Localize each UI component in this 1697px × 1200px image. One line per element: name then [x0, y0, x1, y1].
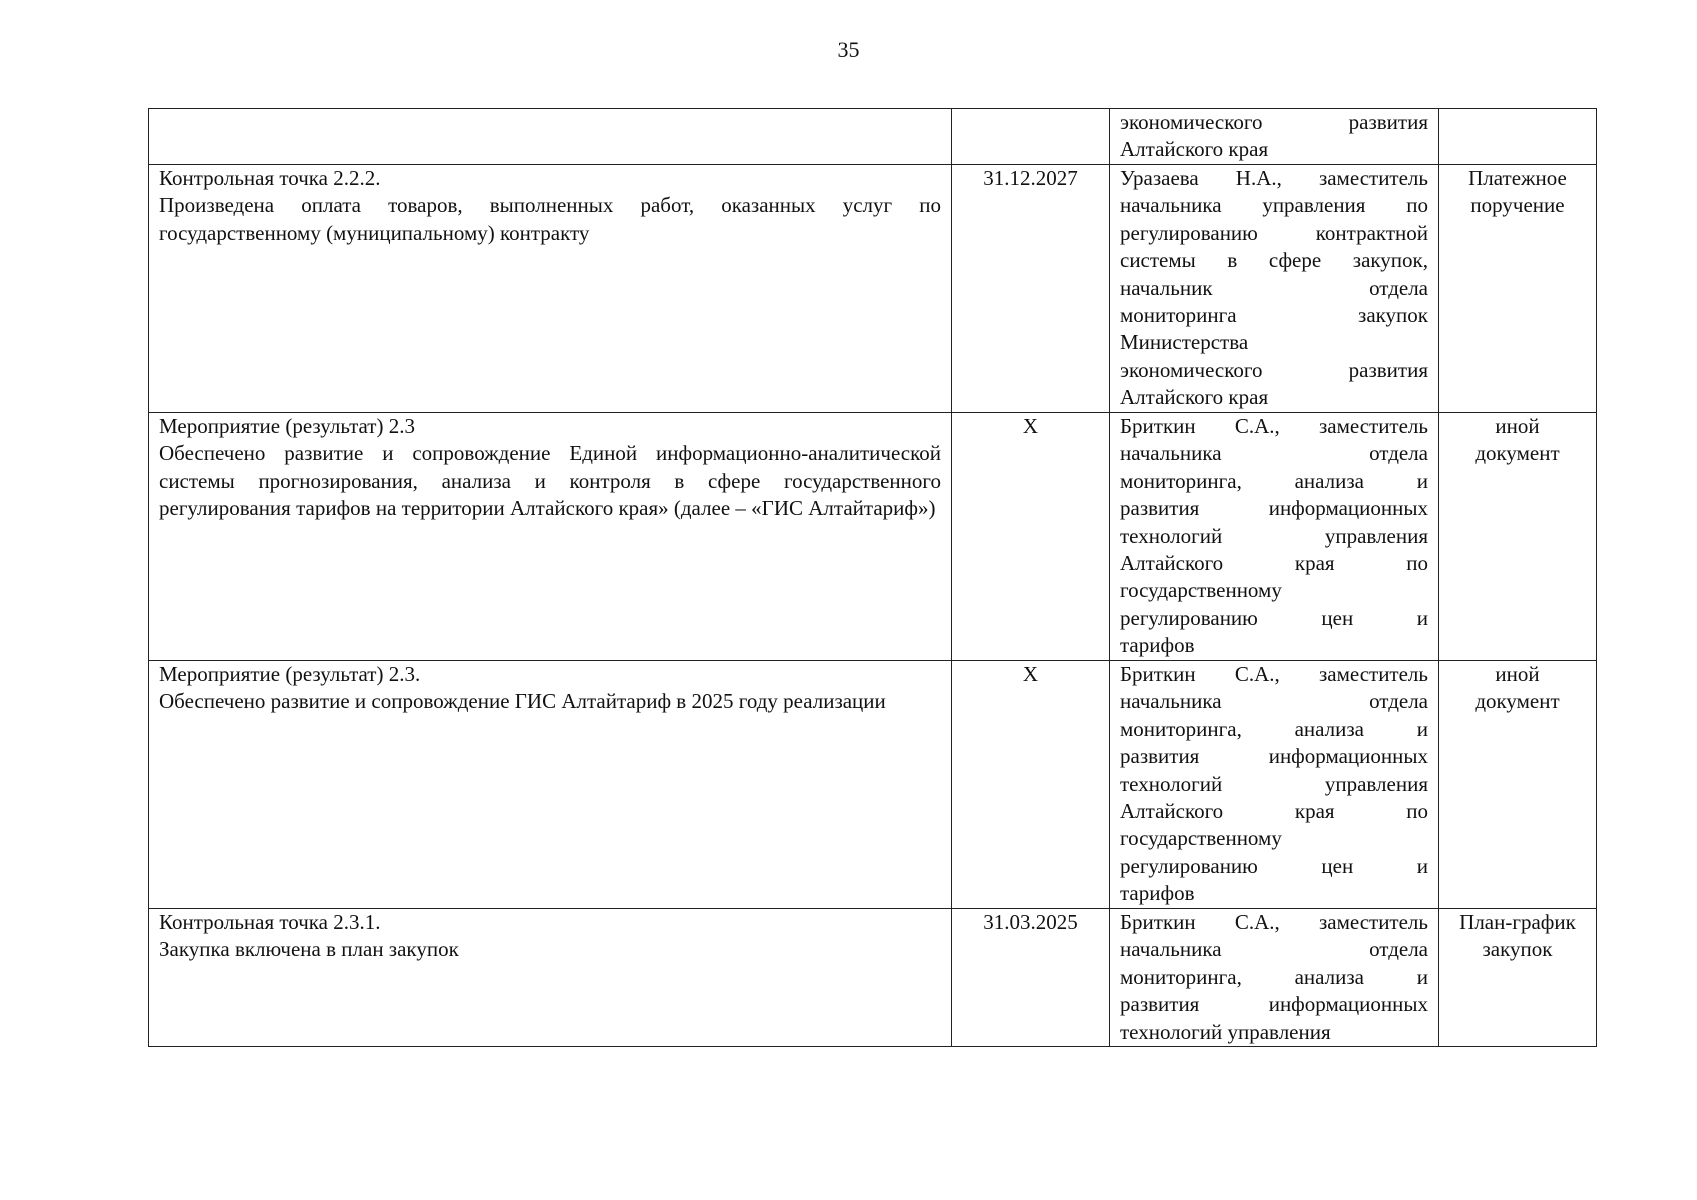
responsible-cell — [1110, 909, 1439, 1047]
event-description-cell — [149, 165, 952, 413]
event-description: Обеспечено развитие и сопровождение Единой информационно-аналитической системы прогнозирования, анализа и контроля в сфере государственного регулирования тарифов на территории Алтайского края» (далее – «ГИС Алтайтариф») — [159, 441, 941, 521]
responsible-line: регулированию цен и — [1120, 605, 1428, 630]
responsible-line: Алтайского края — [1120, 385, 1269, 410]
responsible-line: экономического развития — [1120, 110, 1428, 134]
responsible-line: мониторинга, анализа и — [1120, 468, 1428, 493]
responsible-line: технологий управления — [1120, 1019, 1331, 1044]
responsible-line: государственному — [1120, 578, 1282, 603]
responsible-line: тарифов — [1120, 881, 1195, 906]
responsible-line: технологий управления — [1120, 771, 1428, 796]
document-type-line: иной — [1495, 414, 1540, 438]
event-title: Мероприятие (результат) 2.3 — [159, 414, 415, 438]
responsible-line: Бриткин С.А., заместитель — [1120, 662, 1428, 686]
document-type-line: поручение — [1470, 193, 1565, 218]
document-type-line: документ — [1475, 441, 1560, 466]
deadline-cell: 31.12.2027 — [952, 165, 1110, 413]
responsible-line: развития информационных — [1120, 992, 1428, 1017]
responsible-line: начальника отдела — [1120, 937, 1428, 962]
event-description: Закупка включена в план закупок — [159, 937, 459, 962]
responsible-line: Алтайского края по — [1120, 551, 1428, 576]
document-type-cell — [1439, 165, 1597, 413]
event-description-cell — [149, 909, 952, 1047]
event-description-cell — [149, 661, 952, 909]
deadline-cell — [952, 109, 1110, 165]
event-description: Произведена оплата товаров, выполненных работ, оказанных услуг по государственному (муниципальному) контракту — [159, 193, 941, 245]
responsible-line: Бриткин С.А., заместитель — [1120, 910, 1428, 934]
responsible-line: начальника управления по — [1120, 193, 1428, 218]
responsible-line: мониторинга, анализа и — [1120, 716, 1428, 741]
document-type-line: документ — [1475, 689, 1560, 714]
document-type-cell — [1439, 909, 1597, 1047]
responsible-line: начальник отдела — [1120, 275, 1428, 300]
document-type-line: Платежное — [1468, 166, 1567, 190]
responsible-cell — [1110, 165, 1439, 413]
plan-table — [148, 108, 1597, 1047]
responsible-line: мониторинга закупок — [1120, 303, 1428, 328]
event-description-cell — [149, 109, 952, 165]
deadline-cell: 31.03.2025 — [952, 909, 1110, 1047]
document-type-cell — [1439, 109, 1597, 165]
table-row — [149, 661, 1597, 909]
table-row — [149, 909, 1597, 1047]
responsible-line: Уразаева Н.А., заместитель — [1120, 166, 1428, 190]
responsible-line: начальника отдела — [1120, 689, 1428, 714]
deadline-cell: X — [952, 413, 1110, 661]
deadline-cell: X — [952, 661, 1110, 909]
responsible-line: Алтайского края — [1120, 137, 1269, 162]
responsible-line: Министерства — [1120, 330, 1249, 355]
responsible-line: развития информационных — [1120, 744, 1428, 769]
responsible-line: развития информационных — [1120, 496, 1428, 521]
event-title: Мероприятие (результат) 2.3. — [159, 662, 421, 686]
responsible-line: мониторинга, анализа и — [1120, 964, 1428, 989]
responsible-line: экономического развития — [1120, 357, 1428, 382]
event-description: Обеспечено развитие и сопровождение ГИС Алтайтариф в 2025 году реализации — [159, 689, 886, 714]
responsible-cell — [1110, 661, 1439, 909]
table-row — [149, 413, 1597, 661]
responsible-line: Алтайского края по — [1120, 799, 1428, 824]
responsible-line: регулированию контрактной — [1120, 220, 1428, 245]
event-description-cell — [149, 413, 952, 661]
event-title: Контрольная точка 2.3.1. — [159, 910, 381, 934]
responsible-cell — [1110, 109, 1439, 165]
plan-table-body — [149, 109, 1597, 1047]
page-number: 35 — [837, 37, 860, 62]
document-type-line: План-график — [1459, 910, 1576, 934]
table-row — [149, 109, 1597, 165]
responsible-line: регулированию цен и — [1120, 853, 1428, 878]
responsible-line: системы в сфере закупок, — [1120, 248, 1428, 273]
responsible-line: Бриткин С.А., заместитель — [1120, 414, 1428, 438]
document-type-cell — [1439, 413, 1597, 661]
responsible-line: государственному — [1120, 826, 1282, 851]
responsible-line: технологий управления — [1120, 523, 1428, 548]
document-type-cell — [1439, 661, 1597, 909]
document-type-line: закупок — [1482, 937, 1553, 962]
event-title: Контрольная точка 2.2.2. — [159, 166, 381, 190]
responsible-line: начальника отдела — [1120, 441, 1428, 466]
table-row — [149, 165, 1597, 413]
responsible-cell — [1110, 413, 1439, 661]
document-type-line: иной — [1495, 662, 1540, 686]
responsible-line: тарифов — [1120, 633, 1195, 658]
